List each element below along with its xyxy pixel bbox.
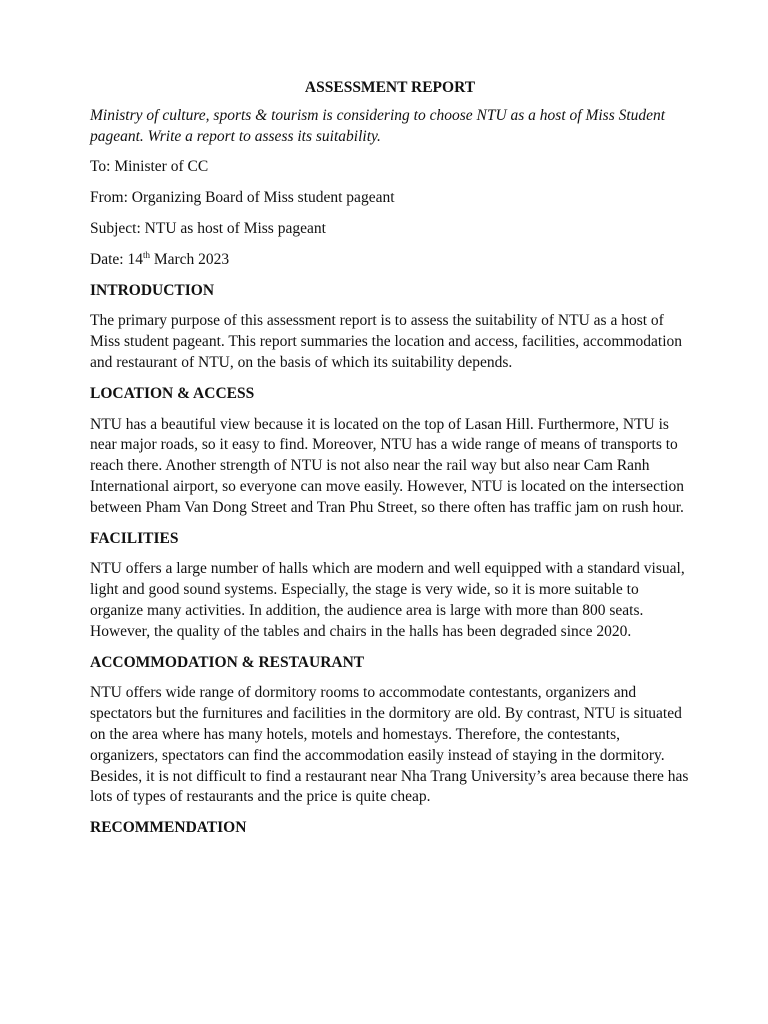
memo-subject: Subject: NTU as host of Miss pageant	[90, 219, 326, 237]
accommodation-restaurant-body: NTU offers wide range of dormitory rooms to accommodate contestants, organizers and spectators but the furnitures and facilities in the dormitory are old. By contrast, NTU is situated on the area where has many hotels, motels and homestays. Therefore, the contestants, organizers, spectators can find the accommodation easily instead of staying in the dormitory. Besides, it is not difficult to find a restaurant near Nha Trang University’s area because there has lots of types of restaurants and the price is quite cheap.	[90, 684, 689, 806]
introduction-body: The primary purpose of this assessment report is to assess the suitability of NTU as a host of Miss student pageant. This report summaries the location and access, facilities, accommodation and restaurant of NTU, on the basis of which its suitability depends.	[90, 312, 682, 371]
location-access-body: NTU has a beautiful view because it is located on the top of Lasan Hill. Furthermore, NTU is near major roads, so it easy to find. Moreover, NTU has a wide range of means of transports to reach there. Another strength of NTU is not also near the rail way but also near Cam Ranh International airport, so everyone can move easily. However, NTU is located on the intersection between Pham Van Dong Street and Tran Phu Street, so there often has traffic jam on rush hour.	[90, 415, 685, 516]
memo-date-prefix: Date: 14	[90, 250, 143, 268]
accommodation-restaurant-heading: ACCOMMODATION & RESTAURANT	[90, 653, 365, 671]
recommendation-heading: RECOMMENDATION	[90, 819, 247, 837]
facilities-body: NTU offers a large number of halls which are modern and well equipped with a standard visual, light and good sound systems. Especially, the stage is very wide, so it is more suitable to organize many activities. In addition, the audience area is large with more than 800 seats. However, the quality of the tables and chairs in the halls has been degraded since 2020.	[90, 560, 685, 640]
location-access-heading: LOCATION & ACCESS	[90, 384, 255, 402]
memo-from: From: Organizing Board of Miss student pageant	[90, 189, 395, 207]
memo-date	[90, 250, 690, 271]
introduction-heading: INTRODUCTION	[90, 281, 215, 299]
memo-date-ordinal: th	[142, 249, 150, 260]
facilities-heading: FACILITIES	[90, 529, 179, 547]
report-title: ASSESSMENT REPORT	[304, 79, 476, 96]
document-page	[90, 78, 690, 849]
task-prompt: Ministry of culture, sports & tourism is considering to choose NTU as a host of Miss Student pageant. Write a report to assess its suitability.	[90, 106, 666, 145]
memo-to: To: Minister of CC	[90, 158, 209, 176]
memo-date-suffix: March 2023	[149, 250, 230, 268]
